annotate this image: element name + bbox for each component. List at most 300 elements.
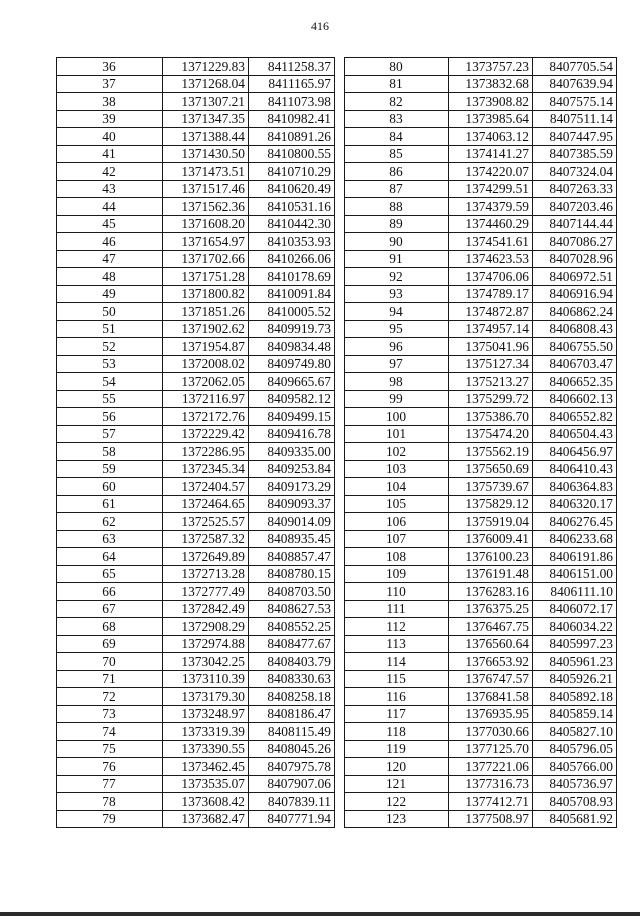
y-coordinate-cell: 8408403.79: [249, 653, 335, 671]
point-number-cell: 67: [57, 600, 163, 618]
x-coordinate-cell: 1376935.95: [449, 705, 533, 723]
point-number-cell: 44: [57, 198, 163, 216]
table-row: [345, 600, 617, 618]
table-row: [57, 373, 335, 391]
x-coordinate-cell: 1376653.92: [449, 653, 533, 671]
table-row: [345, 688, 617, 706]
point-number-cell: 120: [345, 758, 449, 776]
x-coordinate-cell: 1374706.06: [449, 268, 533, 286]
x-coordinate-cell: 1372229.42: [163, 425, 249, 443]
point-number-cell: 63: [57, 530, 163, 548]
x-coordinate-cell: 1371702.66: [163, 250, 249, 268]
table-row: [57, 110, 335, 128]
x-coordinate-cell: 1377316.73: [449, 775, 533, 793]
x-coordinate-cell: 1374957.14: [449, 320, 533, 338]
y-coordinate-cell: 8408935.45: [249, 530, 335, 548]
x-coordinate-cell: 1377221.06: [449, 758, 533, 776]
y-coordinate-cell: 8406191.86: [533, 548, 617, 566]
y-coordinate-cell: 8410178.69: [249, 268, 335, 286]
x-coordinate-cell: 1371430.50: [163, 145, 249, 163]
x-coordinate-cell: 1371902.62: [163, 320, 249, 338]
point-number-cell: 87: [345, 180, 449, 198]
table-row: [57, 75, 335, 93]
table-row: [57, 320, 335, 338]
point-number-cell: 106: [345, 513, 449, 531]
table-row: [57, 460, 335, 478]
x-coordinate-cell: 1372525.57: [163, 513, 249, 531]
point-number-cell: 50: [57, 303, 163, 321]
point-number-cell: 52: [57, 338, 163, 356]
point-number-cell: 41: [57, 145, 163, 163]
point-number-cell: 43: [57, 180, 163, 198]
x-coordinate-cell: 1371268.04: [163, 75, 249, 93]
y-coordinate-cell: 8409253.84: [249, 460, 335, 478]
point-number-cell: 75: [57, 740, 163, 758]
point-number-cell: 99: [345, 390, 449, 408]
point-number-cell: 47: [57, 250, 163, 268]
y-coordinate-cell: 8406703.47: [533, 355, 617, 373]
table-row: [345, 180, 617, 198]
y-coordinate-cell: 8408857.47: [249, 548, 335, 566]
y-coordinate-cell: 8410710.29: [249, 163, 335, 181]
y-coordinate-cell: 8405997.23: [533, 635, 617, 653]
x-coordinate-cell: 1373682.47: [163, 810, 249, 828]
table-row: [345, 128, 617, 146]
table-row: [57, 688, 335, 706]
x-coordinate-cell: 1373390.55: [163, 740, 249, 758]
point-number-cell: 82: [345, 93, 449, 111]
table-row: [57, 408, 335, 426]
y-coordinate-cell: 8406151.00: [533, 565, 617, 583]
point-number-cell: 80: [345, 58, 449, 76]
point-number-cell: 62: [57, 513, 163, 531]
table-row: [345, 268, 617, 286]
table-row: [345, 670, 617, 688]
point-number-cell: 46: [57, 233, 163, 251]
point-number-cell: 94: [345, 303, 449, 321]
point-number-cell: 36: [57, 58, 163, 76]
x-coordinate-cell: 1375739.67: [449, 478, 533, 496]
table-row: [57, 600, 335, 618]
y-coordinate-cell: 8408045.26: [249, 740, 335, 758]
x-coordinate-cell: 1374623.53: [449, 250, 533, 268]
table-row: [57, 548, 335, 566]
x-coordinate-cell: 1374541.61: [449, 233, 533, 251]
y-coordinate-cell: 8406862.24: [533, 303, 617, 321]
x-coordinate-cell: 1375650.69: [449, 460, 533, 478]
y-coordinate-cell: 8407575.14: [533, 93, 617, 111]
point-number-cell: 95: [345, 320, 449, 338]
point-number-cell: 76: [57, 758, 163, 776]
y-coordinate-cell: 8410620.49: [249, 180, 335, 198]
point-number-cell: 121: [345, 775, 449, 793]
y-coordinate-cell: 8411165.97: [249, 75, 335, 93]
point-number-cell: 73: [57, 705, 163, 723]
table-row: [57, 530, 335, 548]
table-row: [345, 75, 617, 93]
y-coordinate-cell: 8407263.33: [533, 180, 617, 198]
table-row: [345, 408, 617, 426]
y-coordinate-cell: 8411258.37: [249, 58, 335, 76]
y-coordinate-cell: 8406276.45: [533, 513, 617, 531]
point-number-cell: 98: [345, 373, 449, 391]
table-row: [57, 233, 335, 251]
table-row: [345, 93, 617, 111]
x-coordinate-cell: 1373462.45: [163, 758, 249, 776]
point-number-cell: 71: [57, 670, 163, 688]
x-coordinate-cell: 1374220.07: [449, 163, 533, 181]
y-coordinate-cell: 8406233.68: [533, 530, 617, 548]
point-number-cell: 59: [57, 460, 163, 478]
table-row: [345, 303, 617, 321]
point-number-cell: 64: [57, 548, 163, 566]
table-row: [345, 758, 617, 776]
x-coordinate-cell: 1374460.29: [449, 215, 533, 233]
x-coordinate-cell: 1373535.07: [163, 775, 249, 793]
y-coordinate-cell: 8406504.43: [533, 425, 617, 443]
point-number-cell: 56: [57, 408, 163, 426]
table-row: [345, 198, 617, 216]
x-coordinate-cell: 1375919.04: [449, 513, 533, 531]
table-row: [57, 355, 335, 373]
y-coordinate-cell: 8408477.67: [249, 635, 335, 653]
point-number-cell: 101: [345, 425, 449, 443]
point-number-cell: 51: [57, 320, 163, 338]
y-coordinate-cell: 8406034.22: [533, 618, 617, 636]
x-coordinate-cell: 1373042.25: [163, 653, 249, 671]
x-coordinate-cell: 1371800.82: [163, 285, 249, 303]
x-coordinate-cell: 1372974.88: [163, 635, 249, 653]
table-row: [57, 565, 335, 583]
table-row: [345, 110, 617, 128]
table-row: [57, 128, 335, 146]
y-coordinate-cell: 8407144.44: [533, 215, 617, 233]
x-coordinate-cell: 1372286.95: [163, 443, 249, 461]
x-coordinate-cell: 1374141.27: [449, 145, 533, 163]
y-coordinate-cell: 8406320.17: [533, 495, 617, 513]
x-coordinate-cell: 1375127.34: [449, 355, 533, 373]
y-coordinate-cell: 8405796.05: [533, 740, 617, 758]
table-row: [57, 495, 335, 513]
y-coordinate-cell: 8410005.52: [249, 303, 335, 321]
x-coordinate-cell: 1377412.71: [449, 793, 533, 811]
y-coordinate-cell: 8407203.46: [533, 198, 617, 216]
point-number-cell: 60: [57, 478, 163, 496]
table-row: [57, 810, 335, 828]
y-coordinate-cell: 8407324.04: [533, 163, 617, 181]
point-number-cell: 86: [345, 163, 449, 181]
x-coordinate-cell: 1376100.23: [449, 548, 533, 566]
x-coordinate-cell: 1377125.70: [449, 740, 533, 758]
x-coordinate-cell: 1371347.35: [163, 110, 249, 128]
x-coordinate-cell: 1376467.75: [449, 618, 533, 636]
table-row: [57, 215, 335, 233]
x-coordinate-cell: 1377030.66: [449, 723, 533, 741]
y-coordinate-cell: 8409919.73: [249, 320, 335, 338]
point-number-cell: 70: [57, 653, 163, 671]
y-coordinate-cell: 8406755.50: [533, 338, 617, 356]
y-coordinate-cell: 8410266.06: [249, 250, 335, 268]
table-row: [345, 320, 617, 338]
x-coordinate-cell: 1375474.20: [449, 425, 533, 443]
table-row: [345, 565, 617, 583]
y-coordinate-cell: 8406456.97: [533, 443, 617, 461]
y-coordinate-cell: 8406364.83: [533, 478, 617, 496]
point-number-cell: 110: [345, 583, 449, 601]
y-coordinate-cell: 8409665.67: [249, 373, 335, 391]
point-number-cell: 42: [57, 163, 163, 181]
point-number-cell: 88: [345, 198, 449, 216]
x-coordinate-cell: 1375386.70: [449, 408, 533, 426]
point-number-cell: 54: [57, 373, 163, 391]
point-number-cell: 117: [345, 705, 449, 723]
point-number-cell: 83: [345, 110, 449, 128]
point-number-cell: 72: [57, 688, 163, 706]
table-row: [345, 548, 617, 566]
x-coordinate-cell: 1371654.97: [163, 233, 249, 251]
point-number-cell: 55: [57, 390, 163, 408]
y-coordinate-cell: 8409582.12: [249, 390, 335, 408]
table-row: [57, 478, 335, 496]
point-number-cell: 114: [345, 653, 449, 671]
y-coordinate-cell: 8407975.78: [249, 758, 335, 776]
y-coordinate-cell: 8409335.00: [249, 443, 335, 461]
point-number-cell: 57: [57, 425, 163, 443]
y-coordinate-cell: 8407385.59: [533, 145, 617, 163]
x-coordinate-cell: 1373832.68: [449, 75, 533, 93]
point-number-cell: 115: [345, 670, 449, 688]
y-coordinate-cell: 8405708.93: [533, 793, 617, 811]
y-coordinate-cell: 8409416.78: [249, 425, 335, 443]
y-coordinate-cell: 8405681.92: [533, 810, 617, 828]
point-number-cell: 91: [345, 250, 449, 268]
table-row: [345, 250, 617, 268]
x-coordinate-cell: 1374379.59: [449, 198, 533, 216]
point-number-cell: 102: [345, 443, 449, 461]
coordinates-table-right: [344, 57, 617, 828]
x-coordinate-cell: 1371851.26: [163, 303, 249, 321]
point-number-cell: 65: [57, 565, 163, 583]
table-row: [57, 758, 335, 776]
point-number-cell: 92: [345, 268, 449, 286]
table-row: [57, 198, 335, 216]
table-row: [345, 443, 617, 461]
point-number-cell: 105: [345, 495, 449, 513]
point-number-cell: 58: [57, 443, 163, 461]
x-coordinate-cell: 1376375.25: [449, 600, 533, 618]
x-coordinate-cell: 1375829.12: [449, 495, 533, 513]
table-row: [57, 618, 335, 636]
y-coordinate-cell: 8406808.43: [533, 320, 617, 338]
y-coordinate-cell: 8408186.47: [249, 705, 335, 723]
x-coordinate-cell: 1376283.16: [449, 583, 533, 601]
table-row: [57, 775, 335, 793]
y-coordinate-cell: 8405766.00: [533, 758, 617, 776]
y-coordinate-cell: 8409499.15: [249, 408, 335, 426]
x-coordinate-cell: 1375213.27: [449, 373, 533, 391]
x-coordinate-cell: 1371388.44: [163, 128, 249, 146]
x-coordinate-cell: 1372649.89: [163, 548, 249, 566]
point-number-cell: 84: [345, 128, 449, 146]
x-coordinate-cell: 1372842.49: [163, 600, 249, 618]
point-number-cell: 37: [57, 75, 163, 93]
y-coordinate-cell: 8408552.25: [249, 618, 335, 636]
point-number-cell: 74: [57, 723, 163, 741]
x-coordinate-cell: 1373757.23: [449, 58, 533, 76]
point-number-cell: 69: [57, 635, 163, 653]
table-row: [57, 723, 335, 741]
y-coordinate-cell: 8410800.55: [249, 145, 335, 163]
table-row: [345, 513, 617, 531]
y-coordinate-cell: 8408703.50: [249, 583, 335, 601]
point-number-cell: 79: [57, 810, 163, 828]
x-coordinate-cell: 1372908.29: [163, 618, 249, 636]
y-coordinate-cell: 8410891.26: [249, 128, 335, 146]
point-number-cell: 104: [345, 478, 449, 496]
x-coordinate-cell: 1375299.72: [449, 390, 533, 408]
point-number-cell: 48: [57, 268, 163, 286]
table-row: [345, 723, 617, 741]
table-row: [345, 373, 617, 391]
table-row: [345, 145, 617, 163]
y-coordinate-cell: 8406972.51: [533, 268, 617, 286]
table-row: [57, 443, 335, 461]
point-number-cell: 103: [345, 460, 449, 478]
point-number-cell: 38: [57, 93, 163, 111]
y-coordinate-cell: 8408627.53: [249, 600, 335, 618]
y-coordinate-cell: 8407086.27: [533, 233, 617, 251]
point-number-cell: 68: [57, 618, 163, 636]
x-coordinate-cell: 1371307.21: [163, 93, 249, 111]
x-coordinate-cell: 1374299.51: [449, 180, 533, 198]
point-number-cell: 97: [345, 355, 449, 373]
x-coordinate-cell: 1372008.02: [163, 355, 249, 373]
x-coordinate-cell: 1372172.76: [163, 408, 249, 426]
y-coordinate-cell: 8405736.97: [533, 775, 617, 793]
table-row: [57, 670, 335, 688]
x-coordinate-cell: 1375562.19: [449, 443, 533, 461]
x-coordinate-cell: 1375041.96: [449, 338, 533, 356]
y-coordinate-cell: 8410442.30: [249, 215, 335, 233]
point-number-cell: 77: [57, 775, 163, 793]
coordinates-table-left-body: [57, 58, 335, 828]
x-coordinate-cell: 1374872.87: [449, 303, 533, 321]
y-coordinate-cell: 8408258.18: [249, 688, 335, 706]
point-number-cell: 39: [57, 110, 163, 128]
point-number-cell: 40: [57, 128, 163, 146]
point-number-cell: 107: [345, 530, 449, 548]
y-coordinate-cell: 8406072.17: [533, 600, 617, 618]
point-number-cell: 123: [345, 810, 449, 828]
x-coordinate-cell: 1371954.87: [163, 338, 249, 356]
table-row: [345, 618, 617, 636]
table-row: [345, 495, 617, 513]
y-coordinate-cell: 8407839.11: [249, 793, 335, 811]
x-coordinate-cell: 1372713.28: [163, 565, 249, 583]
point-number-cell: 118: [345, 723, 449, 741]
y-coordinate-cell: 8407447.95: [533, 128, 617, 146]
table-row: [345, 390, 617, 408]
y-coordinate-cell: 8406410.43: [533, 460, 617, 478]
x-coordinate-cell: 1376191.48: [449, 565, 533, 583]
table-row: [345, 583, 617, 601]
point-number-cell: 61: [57, 495, 163, 513]
point-number-cell: 116: [345, 688, 449, 706]
x-coordinate-cell: 1371562.36: [163, 198, 249, 216]
point-number-cell: 49: [57, 285, 163, 303]
y-coordinate-cell: 8406602.13: [533, 390, 617, 408]
table-row: [57, 163, 335, 181]
table-row: [345, 705, 617, 723]
y-coordinate-cell: 8410531.16: [249, 198, 335, 216]
table-row: [57, 390, 335, 408]
table-row: [57, 513, 335, 531]
y-coordinate-cell: 8409749.80: [249, 355, 335, 373]
x-coordinate-cell: 1373179.30: [163, 688, 249, 706]
table-row: [57, 338, 335, 356]
table-row: [57, 635, 335, 653]
table-row: [57, 58, 335, 76]
point-number-cell: 122: [345, 793, 449, 811]
x-coordinate-cell: 1372777.49: [163, 583, 249, 601]
table-row: [57, 268, 335, 286]
y-coordinate-cell: 8410091.84: [249, 285, 335, 303]
table-row: [57, 93, 335, 111]
table-row: [57, 250, 335, 268]
table-row: [345, 425, 617, 443]
page-number: 416: [311, 19, 329, 33]
x-coordinate-cell: 1373110.39: [163, 670, 249, 688]
table-row: [345, 478, 617, 496]
y-coordinate-cell: 8405859.14: [533, 705, 617, 723]
y-coordinate-cell: 8406916.94: [533, 285, 617, 303]
point-number-cell: 53: [57, 355, 163, 373]
y-coordinate-cell: 8409173.29: [249, 478, 335, 496]
table-row: [345, 233, 617, 251]
table-row: [345, 530, 617, 548]
point-number-cell: 112: [345, 618, 449, 636]
y-coordinate-cell: 8409834.48: [249, 338, 335, 356]
x-coordinate-cell: 1371473.51: [163, 163, 249, 181]
coordinates-table-left: [56, 57, 335, 828]
point-number-cell: 100: [345, 408, 449, 426]
point-number-cell: 109: [345, 565, 449, 583]
x-coordinate-cell: 1371517.46: [163, 180, 249, 198]
table-row: [57, 285, 335, 303]
x-coordinate-cell: 1376841.58: [449, 688, 533, 706]
x-coordinate-cell: 1376747.57: [449, 670, 533, 688]
x-coordinate-cell: 1373985.64: [449, 110, 533, 128]
y-coordinate-cell: 8407028.96: [533, 250, 617, 268]
table-row: [345, 338, 617, 356]
x-coordinate-cell: 1371229.83: [163, 58, 249, 76]
x-coordinate-cell: 1372116.97: [163, 390, 249, 408]
point-number-cell: 111: [345, 600, 449, 618]
y-coordinate-cell: 8405827.10: [533, 723, 617, 741]
y-coordinate-cell: 8410982.41: [249, 110, 335, 128]
x-coordinate-cell: 1372587.32: [163, 530, 249, 548]
table-row: [57, 583, 335, 601]
x-coordinate-cell: 1371608.20: [163, 215, 249, 233]
table-row: [345, 653, 617, 671]
table-row: [345, 775, 617, 793]
point-number-cell: 78: [57, 793, 163, 811]
table-row: [345, 58, 617, 76]
x-coordinate-cell: 1373248.97: [163, 705, 249, 723]
table-row: [57, 653, 335, 671]
table-row: [57, 740, 335, 758]
table-row: [57, 180, 335, 198]
